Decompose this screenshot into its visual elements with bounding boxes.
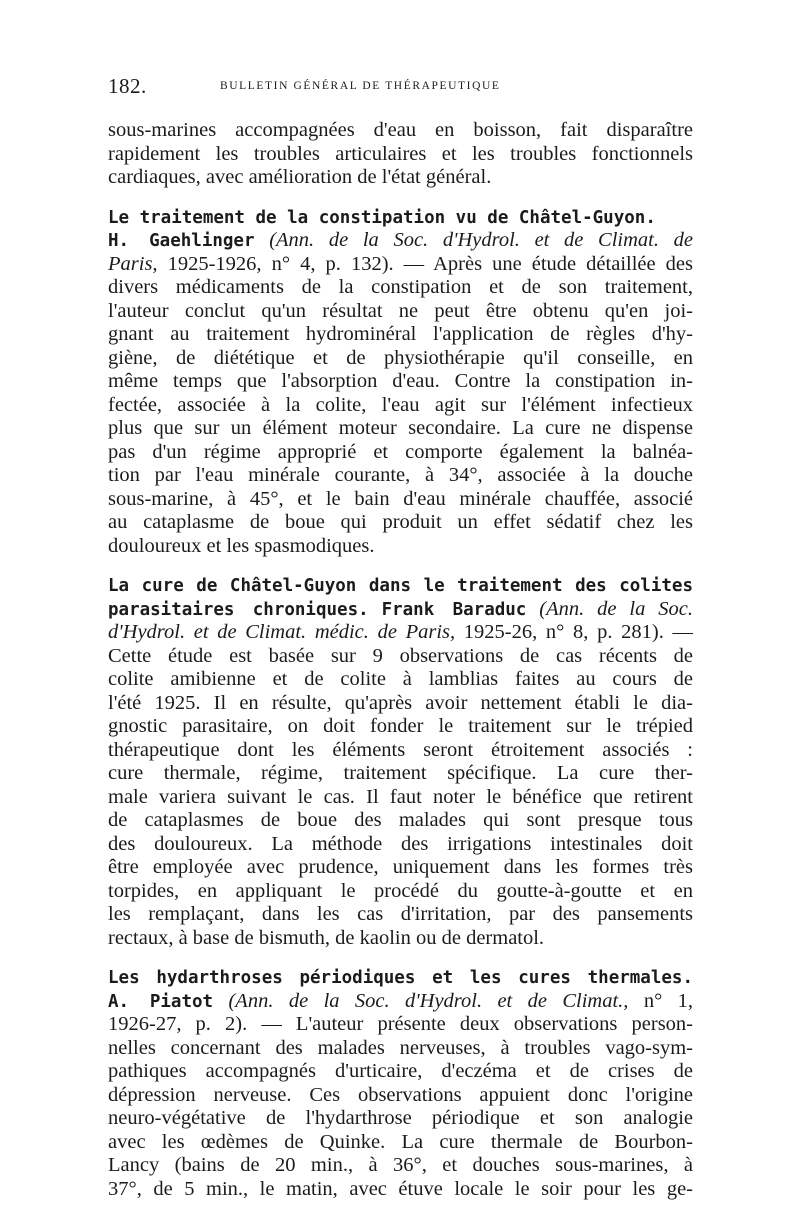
text-line: dépression nerveuse. Ces observations appuient donc l'origine bbox=[108, 1083, 693, 1106]
article-reference-city: Paris, bbox=[108, 252, 158, 275]
article-reference-cont: d'Hydrol. et de Climat. médic. de Paris, bbox=[108, 621, 456, 643]
text-line: des douloureux. La méthode des irrigations intestinales doit bbox=[108, 832, 693, 855]
text-line: même temps que l'absorption d'eau. Contre la constipation in- bbox=[108, 370, 693, 392]
text-line: pathiques accompagnés d'urticaire, d'eczéma et de crises de bbox=[108, 1060, 693, 1082]
text-line: avec les œdèmes de Quinke. La cure thermale de Bourbon- bbox=[108, 1130, 693, 1153]
text-line: 1926-27, p. 2). — L'auteur présente deux observations person- bbox=[108, 1013, 693, 1035]
page-header bbox=[108, 70, 693, 104]
article-constipation bbox=[108, 206, 693, 559]
text-line: pas d'un régime approprié et comporte également la balnéa- bbox=[108, 440, 693, 463]
text-line: sous-marine, à 45°, et le bain d'eau minérale chauffée, associé bbox=[108, 487, 693, 510]
article-title: Les hydarthroses périodiques et les cures thermales. bbox=[108, 968, 693, 988]
text-line: rectaux, à base de bismuth, de kaolin ou de dermatol. bbox=[108, 926, 545, 949]
article-title: Le traitement de la constipation vu de Châtel-Guyon. bbox=[108, 207, 656, 228]
text-line: giène, de diététique et de physiothérapie qu'il conseille, en bbox=[108, 346, 693, 369]
text-line: Lancy (bains de 20 min., à 36°, et douches sous-marines, à bbox=[108, 1154, 693, 1176]
text-line: les remplaçant, dans les cas d'irritation, par des pansements bbox=[108, 903, 693, 925]
article-author: H. Gaehlinger bbox=[108, 231, 255, 251]
text-line: Cette étude est basée sur 9 observations de cas récents de bbox=[108, 644, 693, 667]
article-author: A. Piatot bbox=[108, 991, 214, 1012]
article-ref-line bbox=[108, 598, 693, 622]
article-ref-line bbox=[108, 621, 693, 645]
text-line: torpides, en appliquant le procédé du goutte-à-goutte et en bbox=[108, 879, 693, 902]
text-line: sous-marines accompagnées d'eau en boisson, fait disparaître bbox=[108, 119, 693, 141]
article-ref-line bbox=[108, 990, 693, 1014]
article-colites bbox=[108, 574, 693, 950]
text-line: rapidement les troubles articulaires et les troubles fonctionnels bbox=[108, 142, 693, 165]
text-line: colite amibienne et de colite à lamblias faites au cours de bbox=[108, 668, 693, 690]
text-line: au cataplasme de boue qui produit un effet sédatif chez les bbox=[108, 511, 693, 533]
page-number: 182. bbox=[108, 74, 147, 98]
article-title-line bbox=[108, 966, 693, 990]
text-line: l'auteur conclut qu'un résultat ne peut être obtenu qu'en joi- bbox=[108, 299, 693, 322]
article-ref-line bbox=[108, 229, 693, 253]
text-line: divers médicaments de la constipation et de son traitement, bbox=[108, 276, 693, 298]
article-reference-details: 1925-1926, n° 4, p. 132). — Après une étude détaillée des bbox=[157, 252, 693, 275]
article-ref-line bbox=[108, 253, 693, 277]
text-line: tion par l'eau minérale courante, à 34°, associée à la douche bbox=[108, 464, 693, 486]
article-reference-details: 1925-26, n° 8, p. 281). — bbox=[455, 621, 693, 643]
article-title-cont: parasitaires chroniques. bbox=[108, 599, 369, 620]
article-hydarthroses bbox=[108, 966, 693, 1201]
document-page bbox=[108, 70, 693, 1201]
article-reference: (Ann. de la Soc. d'Hydrol. et de Climat. de bbox=[269, 229, 693, 251]
text-line: gnant au traitement hydrominéral l'application de règles d'hy- bbox=[108, 323, 693, 345]
text-line: de cataplasmes de boue des malades qui sont presque tous bbox=[108, 809, 693, 831]
intro-paragraph bbox=[108, 119, 693, 190]
article-title-line bbox=[108, 574, 693, 598]
article-reference-details: n° 1, bbox=[628, 989, 693, 1012]
article-title-line bbox=[108, 206, 693, 230]
text-line: fectée, associée à la colite, l'eau agit sur l'élément infectieux bbox=[108, 393, 693, 416]
text-line: l'été 1925. Il en résulte, qu'après avoir nettement établi le dia- bbox=[108, 691, 693, 714]
text-line: 37°, de 5 min., le matin, avec étuve locale le soir pour les ge- bbox=[108, 1177, 693, 1200]
text-line: cardiaques, avec amélioration de l'état général. bbox=[108, 166, 492, 188]
article-reference: (Ann. de la Soc. bbox=[539, 597, 693, 620]
article-reference: (Ann. de la Soc. d'Hydrol. et de Climat., bbox=[228, 989, 629, 1012]
text-line: plus que sur un élément moteur secondaire. La cure ne dispense bbox=[108, 417, 693, 439]
text-line: douloureux et les spasmodiques. bbox=[108, 534, 375, 557]
text-line: thérapeutique dont les éléments seront étroitement associés : bbox=[108, 738, 693, 761]
text-line: être employée avec prudence, uniquement dans les formes très bbox=[108, 856, 693, 878]
text-line: cure thermale, régime, traitement spécifique. La cure ther- bbox=[108, 762, 693, 784]
text-line: gnostic parasitaire, on doit fonder le traitement sur le trépied bbox=[108, 715, 693, 737]
running-head: BULLETIN GÉNÉRAL DE THÉRAPEUTIQUE bbox=[220, 80, 501, 92]
text-line: nelles concernant des malades nerveuses, à troubles vago-sym- bbox=[108, 1036, 693, 1059]
text-line: male variera suivant le cas. Il faut noter le bénéfice que retirent bbox=[108, 785, 693, 808]
text-line: neuro-végétative de l'hydarthrose périodique et son analogie bbox=[108, 1107, 693, 1129]
article-author: Frank Baraduc bbox=[381, 599, 527, 620]
article-title: La cure de Châtel-Guyon dans le traitement des colites bbox=[108, 576, 693, 596]
